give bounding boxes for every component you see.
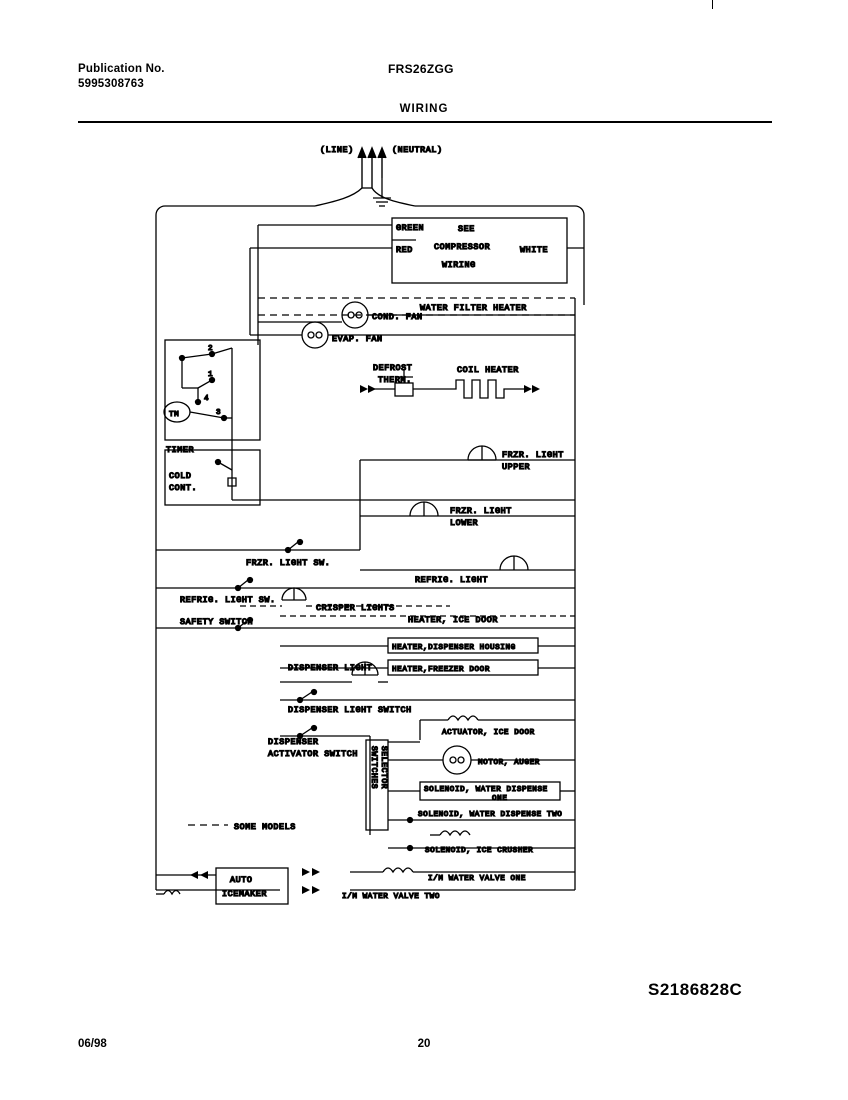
label-auto: AUTO xyxy=(230,875,253,885)
label-solenoid-water-two: SOLENOID, WATER DISPENSE TWO xyxy=(418,811,563,819)
label-timer-terminal-1: 1 xyxy=(208,371,214,379)
publication-number: 5995308763 xyxy=(78,78,144,90)
label-compressor: COMPRESSOR xyxy=(434,242,491,252)
label-cont: CONT. xyxy=(169,483,198,493)
label-safety-switch: SAFETY SWITCH xyxy=(180,617,254,627)
dispenser-light-switch xyxy=(280,690,575,703)
label-water-filter-heater: WATER FILTER HEATER xyxy=(420,303,527,313)
publication-block xyxy=(78,62,165,92)
label-some-models: SOME MODELS xyxy=(234,822,296,832)
label-frzr-light-sw: FRZR. LIGHT SW. xyxy=(246,558,331,568)
label-icemaker: ICEMAKER xyxy=(222,889,268,899)
label-dispenser-light: DISPENSER LIGHT xyxy=(288,663,373,673)
label-timer: TIMER xyxy=(166,445,195,455)
page-title: WIRING xyxy=(399,103,449,115)
cold-control xyxy=(165,430,260,505)
label-frzr-light-lower-2: LOWER xyxy=(450,518,479,528)
light-bus xyxy=(232,460,575,550)
label-heater-ice-door: HEATER, ICE DOOR xyxy=(408,615,499,625)
timer-block xyxy=(164,340,260,440)
label-switches: SWITCHES xyxy=(369,746,378,790)
label-activator-switch: ACTIVATOR SWITCH xyxy=(268,749,359,759)
compressor-feeds xyxy=(250,225,584,345)
title-divider xyxy=(78,121,772,123)
label-green: GREEN xyxy=(396,223,425,233)
evap-fan xyxy=(250,322,575,348)
refrig-light-switch xyxy=(156,578,575,591)
model-number: FRS26ZGG xyxy=(388,62,454,76)
icemaker-coil xyxy=(156,891,180,895)
label-cold: COLD xyxy=(169,471,192,481)
label-tm: TM xyxy=(169,411,180,419)
im-water-valve-one xyxy=(350,868,575,872)
label-heater-dispenser-housing: HEATER,DISPENSER HOUSING xyxy=(392,644,516,652)
label-im-water-valve-two: I/M WATER VALVE TWO xyxy=(342,893,440,901)
label-timer-terminal-4: 4 xyxy=(204,395,210,403)
label-frzr-light-lower-1: FRZR. LIGHT xyxy=(450,506,512,516)
label-solenoid-water-one-1: SOLENOID, WATER DISPENSE xyxy=(424,786,548,794)
label-selector: SELECTOR xyxy=(379,746,388,790)
label-actuator-ice-door: ACTUATOR, ICE DOOR xyxy=(442,729,535,737)
frzr-light-upper xyxy=(468,446,496,460)
label-wiring: WIRING xyxy=(442,260,476,270)
line-fanout xyxy=(315,188,415,206)
label-timer-terminal-2: 2 xyxy=(208,345,214,353)
label-frzr-light-upper-1: FRZR. LIGHT xyxy=(502,450,564,460)
footer-page-number: 20 xyxy=(417,1038,431,1050)
document-code: S2186828C xyxy=(648,980,743,999)
label-timer-terminal-3: 3 xyxy=(216,409,222,417)
label-red: RED xyxy=(396,245,413,255)
label-dispenser: DISPENSER xyxy=(268,737,319,747)
label-see: SEE xyxy=(458,224,475,234)
label-therm: THERM. xyxy=(378,375,412,385)
refrig-light xyxy=(360,556,575,570)
coil-heater xyxy=(450,380,524,398)
label-solenoid-water-one-2: ONE xyxy=(492,795,508,803)
label-refrig-light-sw: REFRIG. LIGHT SW. xyxy=(180,595,276,605)
page-crop-mark xyxy=(712,0,713,9)
label-line: (LINE) xyxy=(320,145,354,155)
label-neutral: (NEUTRAL) xyxy=(392,145,443,155)
label-cond-fan: COND. FAN xyxy=(372,312,423,322)
label-dispenser-light-switch: DISPENSER LIGHT SWITCH xyxy=(288,705,412,715)
wiring-schematic xyxy=(120,130,740,930)
label-solenoid-ice-crusher: SOLENOID, ICE CRUSHER xyxy=(425,847,534,855)
label-coil-heater: COIL HEATER xyxy=(457,365,519,375)
label-evap-fan: EVAP. FAN xyxy=(332,334,383,344)
label-frzr-light-upper-2: UPPER xyxy=(502,462,531,472)
label-heater-freezer-door: HEATER,FREEZER DOOR xyxy=(392,666,490,674)
footer-date: 06/98 xyxy=(78,1038,107,1050)
label-motor-auger: MOTOR, AUGER xyxy=(478,759,540,767)
frzr-light-switch xyxy=(156,540,360,553)
publication-label: Publication No. xyxy=(78,63,165,75)
label-white: WHITE xyxy=(520,245,549,255)
label-defrost: DEFROST xyxy=(373,363,413,373)
label-crisper-lights: CRISPER LIGHTS xyxy=(316,603,395,613)
label-refrig-light: REFRIG. LIGHT xyxy=(415,575,489,585)
label-im-water-valve-one: I/M WATER VALVE ONE xyxy=(428,875,526,883)
